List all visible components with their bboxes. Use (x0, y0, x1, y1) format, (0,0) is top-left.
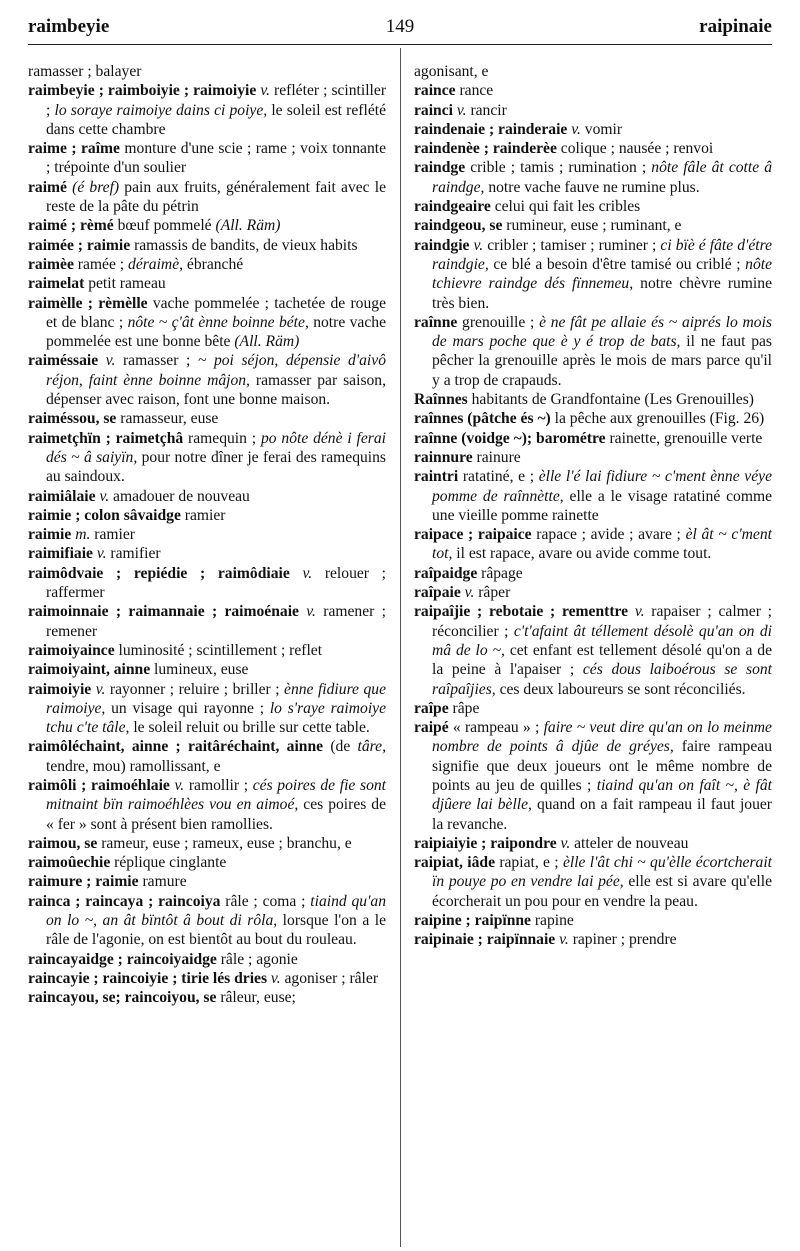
dictionary-entry (414, 699, 772, 718)
entry-headword: raipine ; raipïnne (414, 912, 531, 930)
entry-italic: cés poires de fie sont mitnaint bïn raimoéhlèes vou en aimoé, (46, 776, 386, 814)
entry-italic: v. (556, 834, 571, 852)
entry-headword: raimbeyie ; raimboiyie ; raimoiyie (28, 82, 257, 100)
entry-headword: raimetçhïn ; raimetçhâ (28, 429, 184, 447)
entry-text: râle ; agonie (216, 950, 298, 968)
entry-italic: èlle l'é lai fidiure ~ c'ment ènne véye pomme de raînnètte, (432, 468, 772, 505)
entry-text: agoniser ; râler (280, 969, 379, 987)
entry-text: ramier (180, 506, 226, 524)
entry-text: ramasser ; balayer (28, 63, 142, 80)
entry-italic: v. (256, 82, 271, 100)
entry-italic: lo soraye raimoiye dains ci poiye, (54, 101, 268, 119)
entry-text: rancir (466, 101, 507, 119)
entry-text: elle a le visage ratatiné comme une vieille pomme rainette (432, 487, 772, 524)
entry-headword: raimoûechie (28, 854, 111, 872)
dictionary-entry (28, 988, 386, 1007)
header-last-entry: raipinaie (699, 16, 772, 37)
entry-text: monture d'une scie ; rame ; voix tonnante ; trépointe d'un soulier (46, 140, 386, 177)
entry-italic: (All. Räm) (234, 333, 300, 351)
page-header (28, 10, 772, 45)
dictionary-entry (28, 81, 387, 139)
entry-headword: raimie ; colon sâvaidge (28, 506, 181, 524)
entry-headword: raincayou, se; raincoiyou, se (28, 989, 217, 1007)
dictionary-entry (414, 313, 772, 390)
entry-text: râpage (477, 564, 523, 582)
entry-text: ramier (90, 526, 135, 544)
entry-italic: ci bïè é fâte d'étre raindgie, (432, 236, 772, 273)
entry-headword: raindge (414, 159, 466, 177)
entry-text: agonisant, e (414, 63, 489, 80)
entry-italic: v. (92, 545, 107, 563)
entry-text: ébranché (183, 255, 244, 273)
entry-headword: raimifiaie (28, 545, 93, 563)
dictionary-entry (414, 930, 772, 949)
entry-text: vache pommelée ; tachetée de rouge et de blanc ; (46, 294, 386, 331)
entry-text: réplique cinglante (110, 854, 227, 872)
dictionary-entry (28, 969, 386, 988)
entry-headword: raîpaie (414, 584, 461, 602)
entry-italic: èl ât ~ c'ment tot, (432, 526, 772, 563)
entry-italic: (All. Räm) (215, 217, 281, 235)
entry-text: cribler ; tamiser ; ruminer ; (483, 236, 661, 254)
dictionary-entry (414, 583, 772, 602)
dictionary-entry (28, 236, 386, 255)
entry-text: rumineur, euse ; ruminant, e (502, 217, 682, 235)
dictionary-entry (28, 487, 386, 506)
dictionary-entry (28, 641, 386, 660)
entry-headword: raipaîjie ; rebotaie ; rementtre (414, 603, 629, 621)
entry-text: ces poires de « fer » sont à présent bien ramollies. (46, 796, 387, 833)
entry-text: vomir (580, 120, 623, 138)
dictionary-entry (28, 506, 386, 525)
dictionary-entry (414, 853, 772, 911)
entry-text: il ne faut pas pêcher la grenouille après le mois de mars parce qu'il y a trop de crapauds. (432, 333, 772, 389)
entry-text: tendre, mou) ramollissant, e (46, 757, 221, 775)
entry-text: ce blé a besoin d'être tamisé ou criblé ; (488, 255, 746, 273)
entry-headword: raimoiyaint, ainne (28, 661, 151, 679)
entry-text: un visage qui rayonne ; (105, 699, 270, 717)
entry-text: celui qui fait les cribles (490, 198, 641, 216)
entry-italic: déraimè, (128, 255, 184, 273)
dictionary-entry (28, 178, 386, 217)
entry-text: ramassis de bandits, de vieux habits (130, 236, 358, 254)
dictionary-entry (414, 602, 773, 698)
entry-text: cet enfant est tellement désolé qu'on a de la peine à l'apaiser ; (432, 641, 773, 679)
dictionary-entry (414, 834, 772, 853)
left-column (28, 62, 386, 1008)
dictionary-entry (414, 390, 772, 409)
dictionary-entry (414, 139, 772, 158)
dictionary-entry (414, 197, 772, 216)
dictionary-entry (414, 81, 772, 100)
entry-text: ces deux laboureurs se sont réconciliés. (495, 680, 746, 698)
entry-italic: lo s'raye raimoiye tchu c'te tâle, (46, 699, 386, 737)
entry-italic: v. (567, 120, 581, 138)
entry-headword: raindenaie ; rainderaie (414, 120, 568, 138)
entry-headword: rainnure (414, 448, 473, 466)
entry-text: rameur, euse ; rameux, euse ; branchu, e (97, 834, 352, 852)
dictionary-entry (414, 120, 772, 139)
entry-headword: rainci (414, 101, 453, 119)
entry-italic: cés dous laiboérous se sont raîpaîjies, (432, 661, 772, 698)
entry-text: rapine (530, 912, 574, 930)
entry-text: atteler de nouveau (570, 834, 689, 852)
entry-text: ratatiné, e ; (458, 468, 539, 486)
right-column (414, 62, 772, 950)
entry-italic: v. (628, 603, 645, 621)
entry-text: notre chèvre rumine très bien. (432, 275, 772, 312)
entry-text: colique ; nausée ; renvoi (556, 140, 714, 158)
entry-headword: raîpaidge (414, 564, 478, 582)
entry-text: râle ; coma ; (220, 892, 311, 910)
entry-italic: v. (298, 603, 316, 621)
dictionary-entry (28, 351, 386, 409)
entry-headword: raimôdvaie ; repiédie ; raimôdiaie (28, 564, 290, 582)
entry-text: il est rapace, avare ou avide comme tout. (452, 545, 712, 563)
entry-headword: raipinaie ; raipïnnaie (414, 931, 556, 949)
entry-text: rayonner ; reluire ; briller ; (105, 680, 285, 698)
dictionary-entry (28, 853, 386, 872)
entry-headword: raincayie ; raincoiyie ; tirie lés dries (28, 969, 268, 987)
entry-italic: v. (452, 101, 467, 119)
entry-headword: raimiâlaie (28, 487, 96, 505)
entry-headword: raipé (414, 719, 449, 737)
entry-headword: raimie (28, 526, 72, 544)
entry-text: rapaiser ; calmer ; réconcilier ; (432, 603, 772, 640)
dictionary-entry (28, 525, 386, 544)
entry-headword: raipiaiyie ; raipondre (414, 834, 557, 852)
entry-text: le soleil est reflété dans cette chambre (46, 101, 386, 138)
dictionary-entry (414, 62, 772, 81)
entry-text: ramasser ; (115, 352, 198, 370)
entry-text: notre vache pommelée est une bonne bête (46, 313, 386, 351)
entry-italic: târe, (357, 738, 386, 756)
entry-headword: raindgie (414, 236, 470, 254)
entry-headword: raimoiyie (28, 680, 92, 698)
entry-text: bœuf pommelé (113, 217, 216, 235)
entry-italic: c't'afaint ât téllement désolè qu'an on di mâ de lo ~, (432, 622, 772, 659)
entry-headword: raimou, se (28, 834, 98, 852)
entry-italic: nôte fâle ât cotte â raindge, (432, 159, 772, 196)
entry-text: râper (474, 584, 511, 602)
entry-headword: raincayaidge ; raincoiyaidge (28, 950, 217, 968)
entry-headword: raince (414, 82, 456, 100)
dictionary-entry (414, 718, 772, 834)
entry-headword: raindgeaire (414, 198, 491, 216)
entry-headword: raiméssaie (28, 352, 99, 370)
entry-text: lumineux, euse (150, 661, 249, 679)
entry-text: râleur, euse; (216, 989, 296, 1007)
entry-headword: raimoiyaince (28, 641, 115, 659)
dictionary-entry (414, 467, 772, 525)
entry-text: râpe (448, 699, 480, 717)
dictionary-entry (28, 602, 386, 641)
dictionary-entry (28, 872, 386, 891)
entry-headword: raimure ; raimie (28, 873, 139, 891)
entry-italic: po nôte dénè i ferai dés ~ â saiyïn, (46, 429, 386, 466)
dictionary-entry (28, 544, 386, 563)
dictionary-entry (414, 236, 772, 313)
entry-italic: èlle l'ât chi ~ qu'èlle écortcherait ïn pouye po en vendre lai pée, (432, 854, 772, 891)
entry-italic: v. (169, 776, 185, 794)
dictionary-entry (414, 216, 772, 235)
dictionary-entry (414, 158, 772, 197)
entry-text: faire rampeau signifie que deux joueurs ont le même nombre de points au jeu de quilles ; (432, 738, 772, 794)
dictionary-entry (28, 429, 386, 487)
entry-headword: raipiat, iâde (414, 854, 495, 872)
entry-text: rapiat, e ; (495, 854, 563, 872)
dictionary-entry (414, 448, 772, 467)
entry-text: relouer ; raffermer (46, 564, 386, 602)
entry-text: ramifier (106, 545, 161, 563)
entry-headword: rainca ; raincaya ; raincoiya (28, 892, 221, 910)
entry-italic: v. (289, 564, 313, 582)
dictionary-entry (28, 892, 386, 950)
entry-text: ramener ; remener (46, 603, 386, 640)
entry-italic: faire ~ veut dire qu'an on lo meinme nombre de points â djûe de gréyes, (432, 719, 772, 756)
entry-italic: v. (91, 680, 106, 698)
entry-text: refléter ; scintiller ; (46, 82, 387, 119)
column-divider (400, 48, 401, 1247)
entry-text: crible ; tamis ; rumination ; (465, 159, 652, 177)
dictionary-entry (28, 216, 386, 235)
entry-text: amadouer de nouveau (109, 487, 250, 505)
entry-headword: raimèlle ; rèmèlle (28, 294, 148, 312)
entry-headword: raînne (voidge ~); barométre (414, 429, 606, 447)
dictionary-entry (28, 834, 386, 853)
dictionary-entry (28, 564, 386, 603)
dictionary-entry (28, 274, 386, 293)
entry-italic: (é bref) (66, 178, 120, 196)
dictionary-entry (414, 564, 772, 583)
entry-italic: m. (71, 526, 91, 544)
entry-headword: raimèe (28, 255, 74, 273)
entry-headword: raimée ; raimie (28, 236, 131, 254)
entry-headword: raindgeou, se (414, 217, 503, 235)
dictionary-entry (414, 429, 772, 448)
entry-headword: raimôléchaint, ainne ; raitâréchaint, ainne (28, 738, 324, 756)
entry-text: la pêche aux grenouilles (Fig. 26) (550, 410, 765, 428)
entry-text: pain aux fruits, généralement fait avec le reste de la pâte du pétrin (46, 178, 386, 216)
page-number: 149 (385, 16, 415, 37)
entry-headword: raimoinnaie ; raimannaie ; raimoénaie (28, 603, 299, 621)
entry-text: ramée ; (73, 255, 129, 273)
dictionary-entry (414, 409, 772, 428)
entry-text: « rampeau » ; (448, 719, 544, 737)
entry-headword: raiméssou, se (28, 410, 117, 428)
entry-text: ramollir ; (184, 776, 253, 794)
dictionary-entry (28, 660, 386, 679)
entry-italic: v. (95, 487, 110, 505)
dictionary-entry (28, 680, 386, 738)
entry-headword: raintri (414, 468, 459, 486)
entry-text: pour notre dîner je ferai des ramequins au saindoux. (46, 448, 386, 486)
entry-text: luminosité ; scintillement ; reflet (114, 641, 323, 659)
entry-italic: ~ poi séjon, dépensie d'aivô réjon, faint ènne boinne mâjon, (46, 352, 386, 389)
entry-text: petit rameau (84, 275, 166, 293)
entry-italic: v. (555, 931, 569, 949)
entry-headword: raimé (28, 178, 67, 196)
dictionary-entry (414, 101, 772, 120)
dictionary-entry (414, 525, 772, 564)
entry-headword: Raînnes (414, 391, 468, 409)
entry-text: habitants de Grandfontaine (Les Grenouilles) (467, 391, 754, 409)
entry-text: le soleil reluit ou brille sur cette table. (129, 719, 370, 737)
entry-italic: v. (98, 352, 116, 370)
entry-italic: tiaind qu'an on faît ~, è fât djûere lai bèlle, (432, 776, 772, 814)
entry-headword: raimelat (28, 275, 85, 293)
entry-italic: v. (460, 584, 475, 602)
entry-text: ramasser par saison, dépenser avec raison, font une bonne maison. (46, 371, 386, 409)
entry-italic: v. (469, 236, 484, 254)
header-first-entry: raimbeyie (28, 16, 110, 37)
entry-italic: v. (267, 969, 281, 987)
entry-text: rainette, grenouille verte (605, 429, 763, 447)
entry-text: quand on a fait rampeau il faut jouer la revanche. (432, 796, 772, 833)
dictionary-entry (414, 911, 772, 930)
entry-headword: raipace ; raipaice (414, 526, 532, 544)
entry-text: ramure (138, 873, 187, 891)
entry-italic: ènne fidiure que raimoiye, (46, 680, 386, 717)
entry-text: ramequin ; (183, 429, 261, 447)
dictionary-entry (28, 294, 386, 352)
entry-text: grenouille ; (457, 313, 540, 331)
entry-italic: è ne fât pe allaie és ~ aiprés lo mois de mars poche que è y é trop de bats, (432, 313, 772, 351)
dictionary-entry (28, 139, 386, 178)
entry-headword: raimé ; rèmé (28, 217, 114, 235)
entry-text: ramasseur, euse (116, 410, 219, 428)
entry-text: notre vache fauve ne rumine plus. (484, 178, 700, 196)
dictionary-entry (28, 776, 387, 834)
entry-text: rapiner ; prendre (568, 931, 677, 949)
entry-headword: raînnes (pâtche és ~) (414, 410, 551, 428)
entry-text: rainure (472, 448, 521, 466)
entry-text: elle est si avare qu'elle écorcherait un pou pour en vendre la peau. (432, 873, 772, 910)
entry-italic: tiaind qu'an on lo ~, an ât bïntôt â bout di rôla, (46, 892, 386, 930)
dictionary-entry (28, 62, 386, 81)
entry-text: rapace ; avide ; avare ; (531, 526, 686, 544)
entry-headword: raîpe (414, 699, 449, 717)
entry-headword: raînne (414, 313, 458, 331)
entry-headword: raime ; raîme (28, 140, 120, 158)
dictionary-entry (28, 255, 386, 274)
entry-italic: nôte tchievre raindge dés fïnnemeu, (432, 255, 772, 293)
entry-text: lorsque l'on a le râle de l'agonie, on est bientôt au bout du rouleau. (46, 912, 386, 949)
entry-headword: raimôli ; raimoéhlaie (28, 776, 170, 794)
entry-text: (de (323, 738, 358, 756)
dictionary-entry (28, 737, 386, 776)
dictionary-entry (28, 950, 386, 969)
entry-italic: nôte ~ ç'ât ènne boinne béte, (127, 313, 309, 331)
entry-text: rance (455, 82, 494, 100)
entry-headword: raindenèe ; rainderèe (414, 140, 557, 158)
dictionary-entry (28, 409, 386, 428)
